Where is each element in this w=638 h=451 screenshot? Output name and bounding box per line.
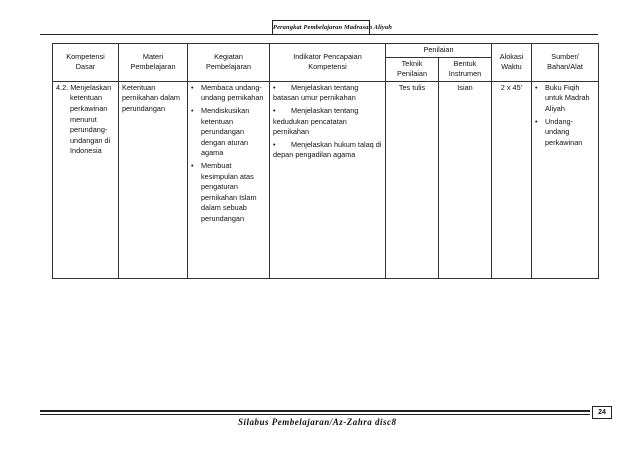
col-header-alokasi: Alokasi Waktu — [492, 44, 532, 82]
col-header-kegiatan: Kegiatan Pembelajaran — [188, 44, 270, 82]
list-item: • Buku Fiqih untuk Madrah Aliyah — [535, 83, 595, 115]
sumber-list — [535, 83, 595, 149]
kompetensi-entry — [56, 83, 115, 157]
list-item: • Menjelaskan hukum talaq di depan pengadilan agama — [273, 140, 382, 161]
footer-title: Silabus Pembelajaran/Az-Zahra disc8 — [238, 417, 397, 427]
list-item: • Membuat kesimpulan atas pengaturan pernikahan Islam dalam sebuab perundangan — [191, 161, 266, 225]
kompetensi-text: Menjelaskan ketentuan perkawinan menurut perundang-undangan di Indonesia — [70, 82, 112, 156]
list-item: • Menjelaskan tentang batasan umur pernikahan — [273, 83, 382, 104]
kegiatan-list — [191, 83, 266, 225]
list-item: • Membaca undang-undang pernikahan — [191, 83, 266, 104]
cell-materi: Ketentuan pernikahan dalam perundangan — [119, 81, 188, 278]
col-header-indikator: Indikator Pencapaian Kompetensi — [270, 44, 386, 82]
footer-rule-thin — [40, 414, 590, 415]
cell-sumber — [532, 81, 599, 278]
col-header-penilaian: Penilaian — [386, 44, 492, 58]
col-header-sumber: Sumber/ Bahan/Alat — [532, 44, 599, 82]
footer-rule-thick — [40, 410, 590, 412]
list-item: • Menjelaskan tentang kedudukan pencatatan pernikahan — [273, 106, 382, 138]
cell-kompetensi — [53, 81, 119, 278]
indikator-list — [273, 83, 382, 161]
col-header-kompetensi: Kompetensi Dasar — [53, 44, 119, 82]
page-number: 24 — [592, 406, 612, 419]
list-item: • Undang-undang perkawinan — [535, 117, 595, 149]
kompetensi-number: 4.2. — [56, 82, 69, 92]
col-header-teknik: Teknik Penilaian — [386, 57, 439, 81]
cell-indikator — [270, 81, 386, 278]
list-item: • Mendiskusikan ketentuan perundangan dengan aturan agama — [191, 106, 266, 159]
header-rule — [40, 34, 598, 35]
cell-teknik: Tes tulis — [386, 81, 439, 278]
table-row — [53, 81, 599, 278]
cell-kegiatan — [188, 81, 270, 278]
header-row-1 — [53, 44, 599, 58]
syllabus-table — [52, 43, 599, 279]
col-header-bentuk: Bentuk Instrumen — [439, 57, 492, 81]
cell-alokasi: 2 x 45’ — [492, 81, 532, 278]
cell-bentuk: Isian — [439, 81, 492, 278]
col-header-materi: Materi Pembelajaran — [119, 44, 188, 82]
header-title: Perangkat Pembelajaran Madrasah Aliyah — [272, 20, 370, 35]
